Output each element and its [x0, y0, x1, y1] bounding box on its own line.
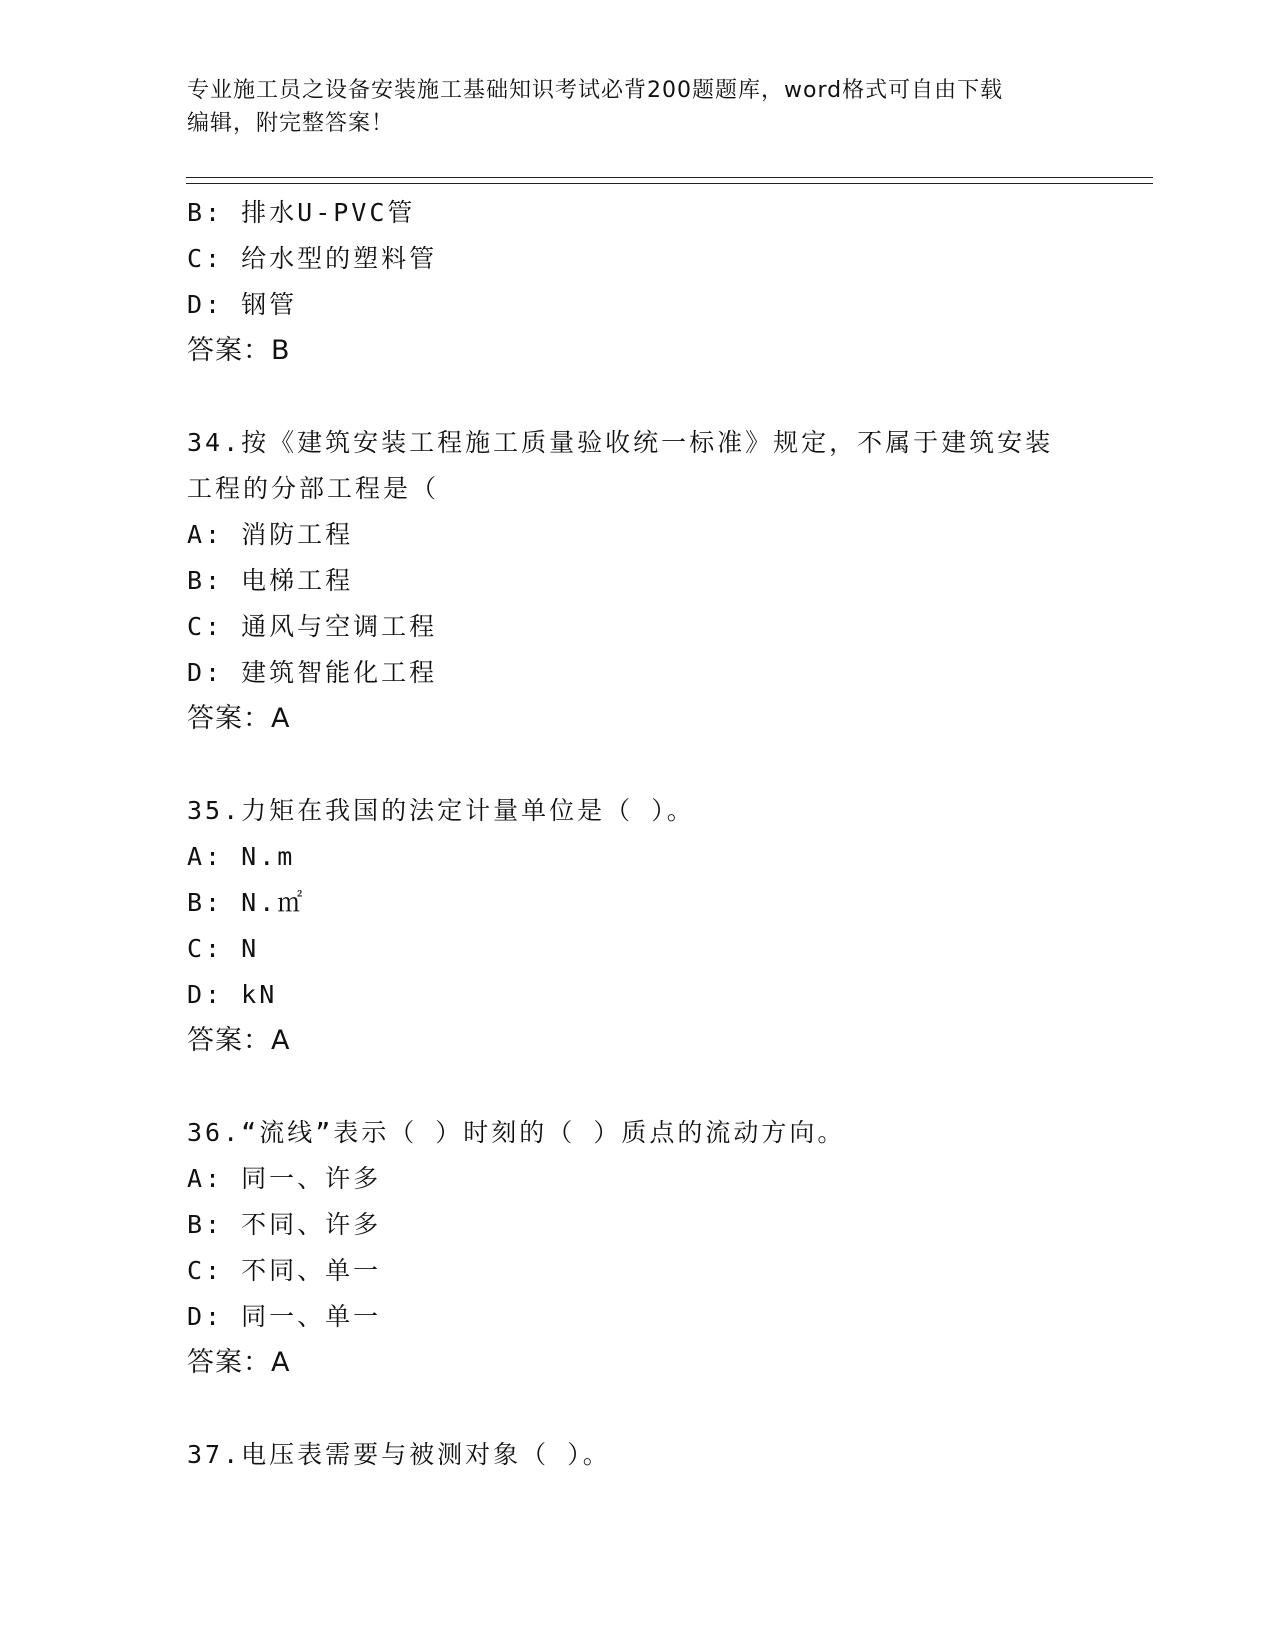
answer-line: 答案：A: [187, 1347, 291, 1378]
option-c: C: N: [187, 934, 260, 963]
question-spacer: [187, 742, 1087, 788]
question-block-33: [187, 190, 1087, 374]
question-list: [187, 190, 1087, 1478]
question-block-37: [187, 1432, 1087, 1478]
question-block-35: [187, 788, 1087, 1064]
option-b: B: 排水U-PVC管: [187, 198, 416, 227]
header-divider-bottom: [186, 183, 1153, 184]
option-d: D: kN: [187, 980, 278, 1009]
question-spacer: [187, 374, 1087, 420]
option-c: C: 不同、单一: [187, 1256, 382, 1285]
option-d: D: 同一、单一: [187, 1302, 382, 1331]
question-stem: 36.“流线”表示（ ）时刻的（ ）质点的流动方向。: [187, 1118, 846, 1147]
option-d: D: 钢管: [187, 290, 298, 319]
question-block-34: [187, 420, 1087, 742]
option-b: B: 不同、许多: [187, 1210, 382, 1239]
question-block-36: [187, 1110, 1087, 1386]
question-spacer: [187, 1386, 1087, 1432]
option-d: D: 建筑智能化工程: [187, 658, 438, 687]
question-stem-continued: 工程的分部工程是（: [187, 474, 440, 503]
question-spacer: [187, 1064, 1087, 1110]
document-header: [187, 74, 1067, 140]
answer-line: 答案：A: [187, 703, 291, 734]
option-b: B: 电梯工程: [187, 566, 354, 595]
header-title-line-1: 专业施工员之设备安装施工基础知识考试必背200题题库，word格式可自由下载: [187, 78, 1004, 103]
option-a: A: 消防工程: [187, 520, 354, 549]
option-c: C: 给水型的塑料管: [187, 244, 438, 273]
option-a: A: N.m: [187, 842, 296, 871]
answer-line: 答案：B: [187, 335, 291, 366]
option-b: B: N.㎡: [187, 888, 306, 917]
answer-line: 答案：A: [187, 1025, 291, 1056]
question-stem: 35.力矩在我国的法定计量单位是（ ）。: [187, 796, 695, 825]
header-title-line-2: 编辑，附完整答案！: [187, 111, 395, 136]
option-a: A: 同一、许多: [187, 1164, 382, 1193]
header-divider-top: [186, 177, 1153, 178]
question-stem: 37.电压表需要与被测对象（ ）。: [187, 1440, 611, 1469]
question-stem: 34.按《建筑安装工程施工质量验收统一标准》规定，不属于建筑安装: [187, 428, 1054, 457]
option-c: C: 通风与空调工程: [187, 612, 438, 641]
